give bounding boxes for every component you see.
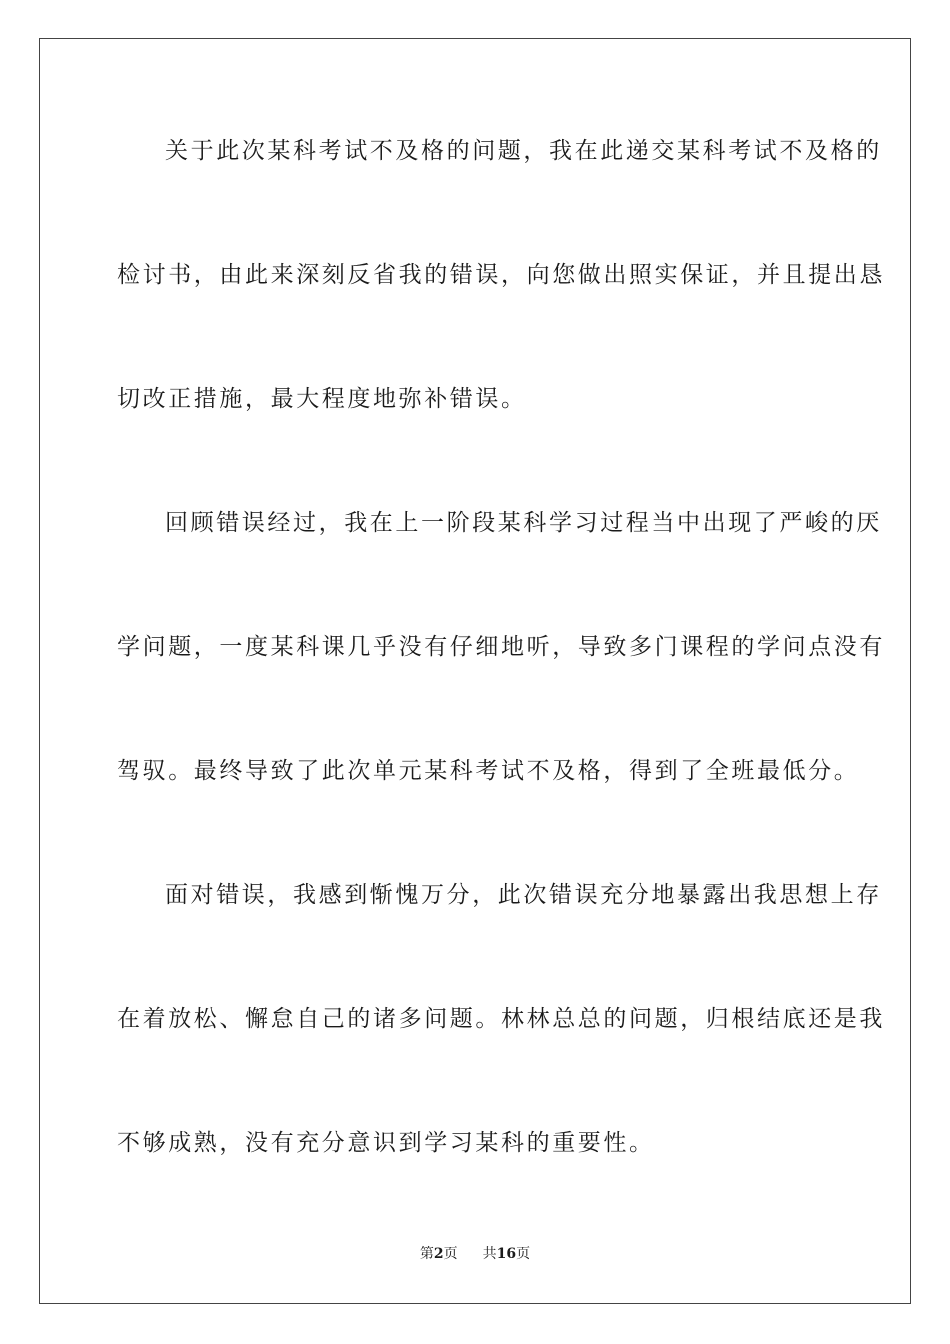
paragraph-2-line-3: 驾驭。最终导致了此次单元某科考试不及格，得到了全班最低分。	[117, 758, 860, 784]
page-suffix: 页	[443, 1246, 458, 1262]
paragraph-1-line-3: 切改正措施，最大程度地弥补错误。	[117, 386, 527, 412]
page-number: 2	[433, 1246, 444, 1262]
total-prefix: 共	[482, 1246, 497, 1262]
paragraph-1-line-2: 检讨书，由此来深刻反省我的错误，向您做出照实保证，并且提出恳	[117, 262, 885, 288]
total-pages-label	[483, 1245, 530, 1263]
paragraph-3-line-2: 在着放松、懈怠自己的诸多问题。林林总总的问题，归根结底还是我	[117, 1006, 885, 1032]
page-number-label	[420, 1245, 458, 1263]
paragraph-2-line-2: 学问题，一度某科课几乎没有仔细地听，导致多门课程的学问点没有	[117, 634, 885, 660]
page-footer	[0, 1245, 950, 1263]
page-border	[39, 38, 911, 1304]
total-suffix: 页	[516, 1246, 531, 1262]
paragraph-1-line-1: 关于此次某科考试不及格的问题，我在此递交某科考试不及格的	[165, 138, 882, 164]
page-prefix: 第	[419, 1246, 434, 1262]
paragraph-2-line-1: 回顾错误经过，我在上一阶段某科学习过程当中出现了严峻的厌	[165, 510, 882, 536]
paragraph-3-line-3: 不够成熟，没有充分意识到学习某科的重要性。	[117, 1130, 655, 1156]
total-pages: 16	[496, 1246, 517, 1262]
paragraph-3-line-1: 面对错误，我感到惭愧万分，此次错误充分地暴露出我思想上存	[165, 882, 882, 908]
